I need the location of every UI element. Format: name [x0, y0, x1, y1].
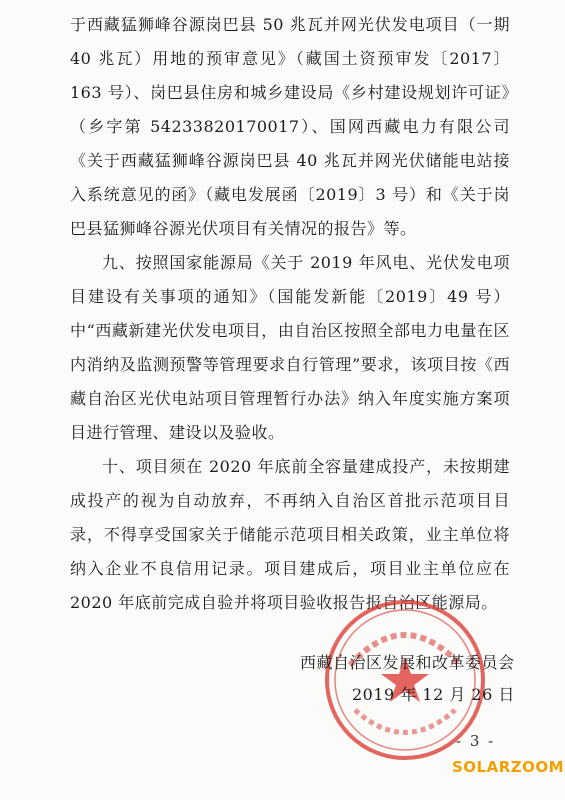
issue-date: 2019 年 12 月 26 日 [352, 685, 515, 704]
document-body [70, 8, 510, 620]
paragraph-item-10: 十、项目须在 2020 年底前全容量建成投产，未按期建成投产的视为自动放弃，不再纳入自治区首批示范项目目录，不得享受国家关于储能示范项目相关政策，业主单位将纳入企业不良信用记录。项目建成后，项目业主单位应在 2020 年底前完成自验并将项目验收报告报自治区能源局。 [70, 457, 510, 612]
paragraph-continuation: 于西藏猛狮峰谷源岗巴县 50 兆瓦并网光伏发电项目（一期 40 兆瓦）用地的预审意见》（藏国土资预审发〔2017〕163 号）、岗巴县住房和城乡建设局《乡村建设规划许可证》（乡字第 54233820170017）、国网西藏电力有限公司《关于西藏猛狮峰谷源岗巴县 40 兆瓦并网光伏储能电站接入系统意见的函》（藏电发展函〔2019〕3 号）和《关于岗巴县猛狮峰谷源光伏项目有关情况的报告》等。 [70, 15, 510, 238]
paragraph-item-9: 九、按照国家能源局《关于 2019 年风电、光伏发电项目建设有关事项的通知》（国能发新能〔2019〕49 号）中“西藏新建光伏发电项目，由自治区按照全部电力电量在区内消纳及监测预警等管理要求自行管理”要求，该项目按《西藏自治区光伏电站项目管理暂行办法》纳入年度实施方案项目进行管理、建设以及验收。 [70, 253, 510, 442]
issuing-organization: 西藏自治区发展和改革委员会 [300, 653, 515, 672]
page-number: - 3 - [456, 732, 496, 750]
watermark-logo: SOLARZOOM [452, 758, 565, 776]
